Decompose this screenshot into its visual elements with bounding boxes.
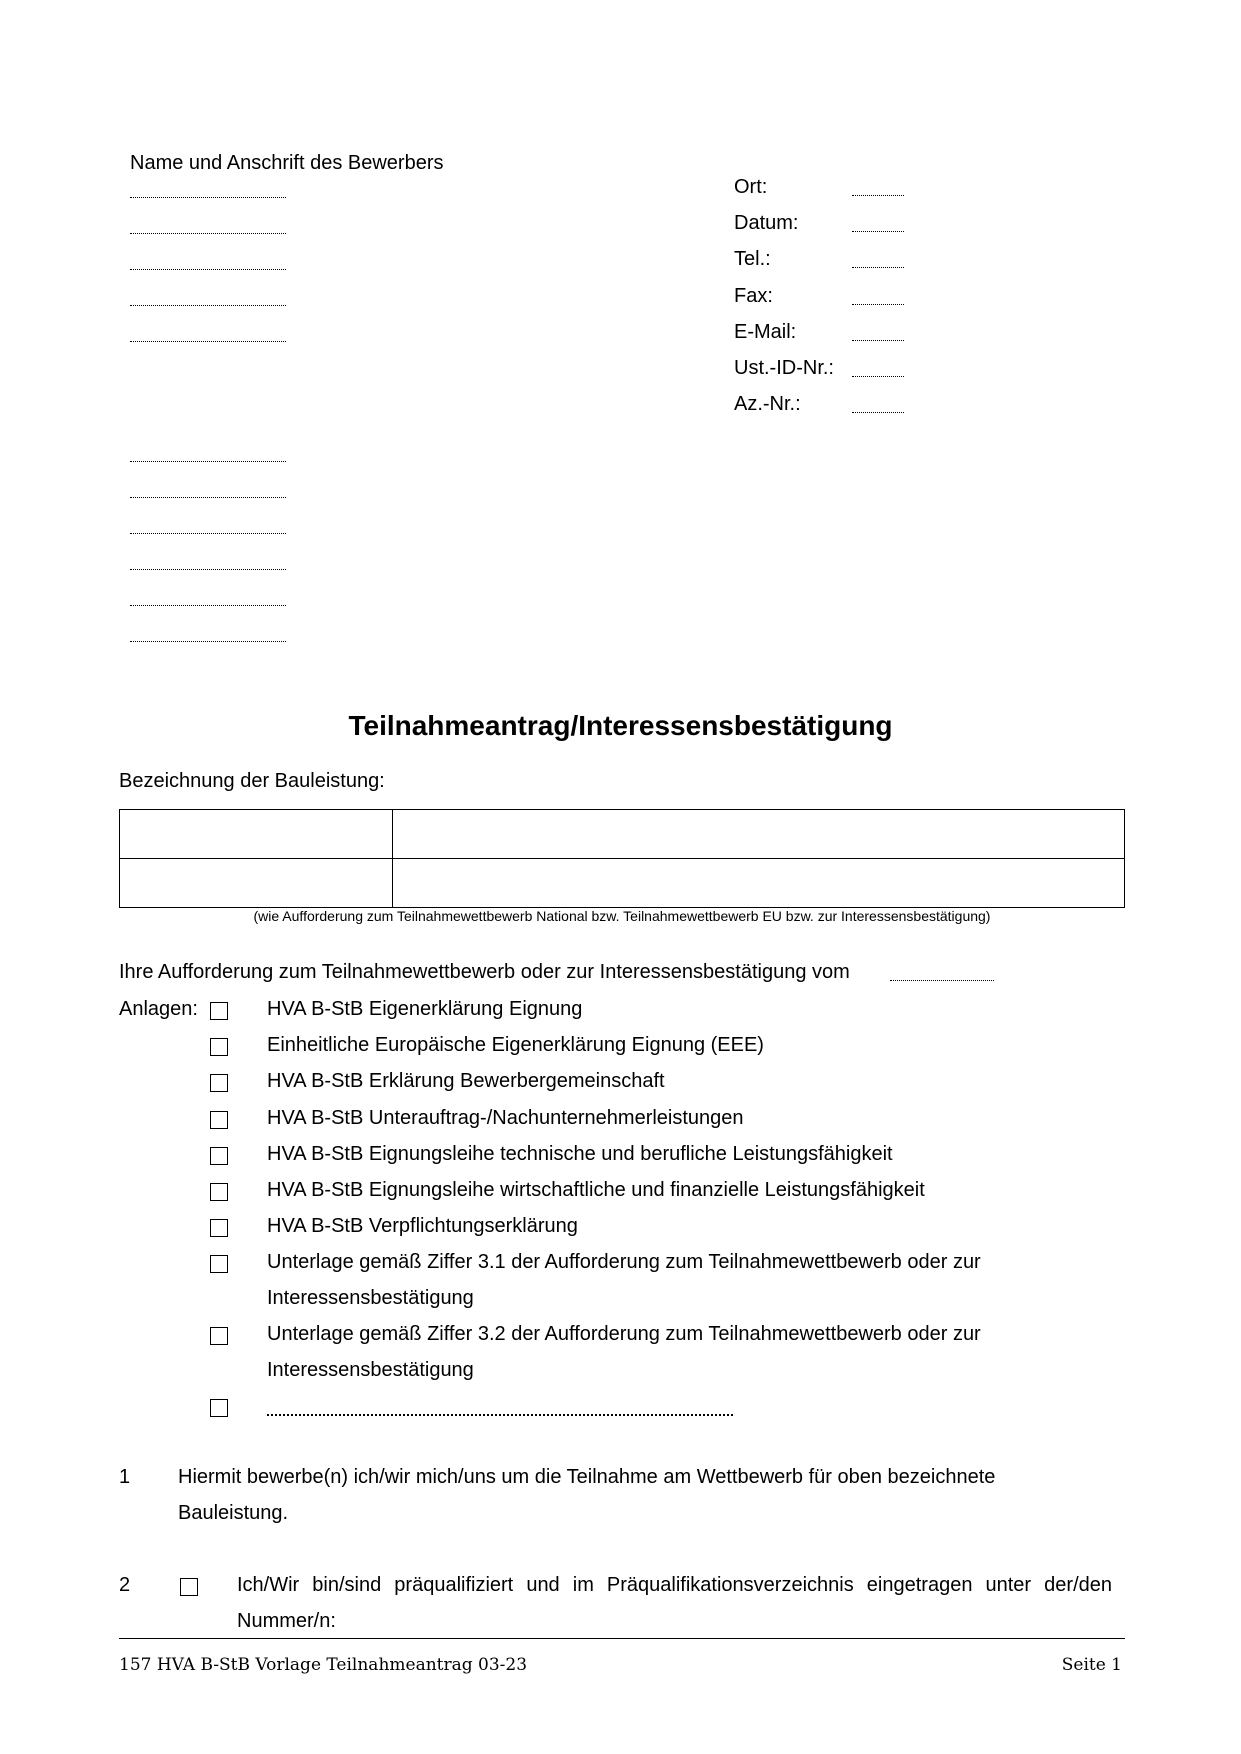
field-tel[interactable] — [852, 267, 904, 268]
praequalifiziert-checkbox[interactable] — [180, 1578, 198, 1596]
anlage-checkbox[interactable] — [210, 1038, 228, 1056]
applicant-label: Name und Anschrift des Bewerbers — [130, 152, 444, 174]
section-number: 2 — [119, 1574, 131, 1596]
anlage-checkbox[interactable] — [210, 1219, 228, 1237]
field-datum[interactable] — [852, 231, 904, 232]
anlage-label: Unterlage gemäß Ziffer 3.1 der Aufforderung zum Teilnahmewettbewerb oder zur — [267, 1251, 981, 1273]
anlage-label: HVA B-StB Erklärung Bewerbergemeinschaft — [267, 1070, 665, 1092]
anlage-label: Einheitliche Europäische Eigenerklärung Eignung (EEE) — [267, 1034, 764, 1056]
bauleistung-label: Bezeichnung der Bauleistung: — [119, 770, 385, 792]
field-email[interactable] — [852, 340, 904, 341]
anlage-label: HVA B-StB Unterauftrag-/Nachunternehmerleistungen — [267, 1107, 744, 1129]
applicant-line[interactable] — [130, 197, 286, 198]
anlage-label: HVA B-StB Eignungsleihe wirtschaftliche und finanzielle Leistungsfähigkeit — [267, 1179, 925, 1201]
anlage-label: HVA B-StB Verpflichtungserklärung — [267, 1215, 578, 1237]
table-row — [120, 810, 1125, 859]
field-ustid[interactable] — [852, 376, 904, 377]
field-label-tel: Tel.: — [734, 248, 771, 270]
section-text: Hiermit bewerbe(n) ich/wir mich/uns um die Teilnahme am Wettbewerb für oben bezeichnete — [178, 1466, 996, 1488]
anlage-label-continued: Interessensbestätigung — [267, 1359, 474, 1381]
applicant-line[interactable] — [130, 605, 286, 606]
anlage-label-continued: Interessensbestätigung — [267, 1287, 474, 1309]
bauleistung-cell[interactable] — [393, 859, 1125, 908]
applicant-line[interactable] — [130, 533, 286, 534]
footer-page-number: Seite 1 — [1061, 1655, 1122, 1675]
applicant-line[interactable] — [130, 233, 286, 234]
bauleistung-cell[interactable] — [120, 810, 393, 859]
anlage-checkbox[interactable] — [210, 1255, 228, 1273]
anlage-label: Unterlage gemäß Ziffer 3.2 der Aufforderung zum Teilnahmewettbewerb oder zur — [267, 1323, 981, 1345]
page-title: Teilnahmeantrag/Interessensbestätigung — [348, 710, 893, 741]
anlage-label: HVA B-StB Eignungsleihe technische und berufliche Leistungsfähigkeit — [267, 1143, 893, 1165]
section-number: 1 — [119, 1466, 131, 1488]
bauleistung-cell[interactable] — [393, 810, 1125, 859]
anlage-checkbox[interactable] — [210, 1002, 228, 1020]
field-label-ustid: Ust.-ID-Nr.: — [734, 357, 834, 379]
anlage-checkbox[interactable] — [210, 1183, 228, 1201]
anlage-checkbox[interactable] — [210, 1327, 228, 1345]
bauleistung-table — [119, 809, 1125, 908]
anlage-checkbox[interactable] — [210, 1111, 228, 1129]
anlage-checkbox[interactable] — [210, 1074, 228, 1092]
footer-divider — [119, 1638, 1125, 1639]
aufforderung-date-field[interactable] — [890, 980, 994, 981]
anlagen-label: Anlagen: — [119, 998, 198, 1020]
anlage-custom-field[interactable] — [267, 1414, 733, 1416]
applicant-line[interactable] — [130, 497, 286, 498]
footer-document-id: 157 HVA B-StB Vorlage Teilnahmeantrag 03-23 — [119, 1655, 528, 1675]
applicant-line[interactable] — [130, 305, 286, 306]
field-label-email: E-Mail: — [734, 321, 797, 343]
anlage-checkbox[interactable] — [210, 1147, 228, 1165]
field-ort[interactable] — [852, 195, 904, 196]
field-label-fax: Fax: — [734, 285, 773, 307]
applicant-line[interactable] — [130, 461, 286, 462]
anlage-label: HVA B-StB Eigenerklärung Eignung — [267, 998, 583, 1020]
applicant-line[interactable] — [130, 569, 286, 570]
field-label-ort: Ort: — [734, 176, 768, 198]
field-label-aznr: Az.-Nr.: — [734, 393, 801, 415]
applicant-line[interactable] — [130, 341, 286, 342]
field-fax[interactable] — [852, 304, 904, 305]
anlage-checkbox[interactable] — [210, 1399, 228, 1417]
applicant-line[interactable] — [130, 269, 286, 270]
aufforderung-text: Ihre Aufforderung zum Teilnahmewettbewerb oder zur Interessensbestätigung vom — [119, 961, 850, 983]
bauleistung-cell[interactable] — [120, 859, 393, 908]
section-text-continued: Nummer/n: — [237, 1610, 336, 1632]
field-aznr[interactable] — [852, 412, 904, 413]
section-text: Ich/Wir bin/sind präqualifiziert und im Präqualifikationsverzeichnis eingetragen unter der/den — [237, 1574, 1112, 1596]
applicant-line[interactable] — [130, 641, 286, 642]
section-text-continued: Bauleistung. — [178, 1502, 289, 1524]
bauleistung-note: (wie Aufforderung zum Teilnahmewettbewerb National bzw. Teilnahmewettbewerb EU bzw. zur Interessensbestätigung) — [253, 908, 991, 924]
field-label-datum: Datum: — [734, 212, 799, 234]
table-row — [120, 859, 1125, 908]
